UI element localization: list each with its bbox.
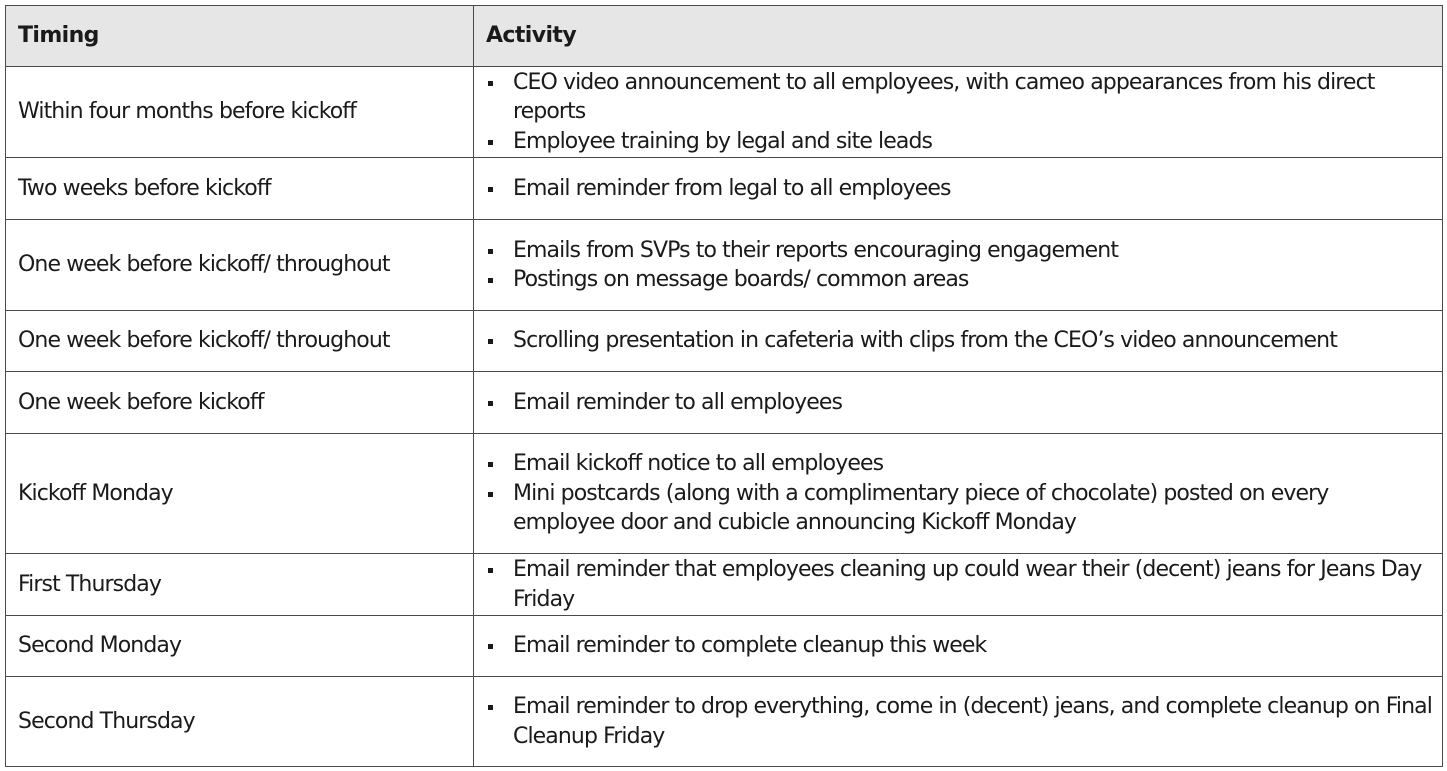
- activity-item: Email reminder to drop everything, come in (decent) jeans, and complete cleanup on Final Cleanup Friday: [486, 692, 1432, 751]
- activity-item: Email reminder that employees cleaning up could wear their (decent) jeans for Jeans Day Friday: [486, 555, 1432, 614]
- timing-cell: One week before kickoff/ throughout: [6, 220, 474, 311]
- activity-list: [486, 692, 1432, 751]
- activity-cell: [474, 372, 1443, 434]
- activity-item: Email reminder from legal to all employees: [486, 174, 1432, 204]
- table-row: [6, 554, 1443, 616]
- activity-item: Emails from SVPs to their reports encouraging engagement: [486, 236, 1432, 266]
- table-row: [6, 677, 1443, 767]
- timing-cell: One week before kickoff: [6, 372, 474, 434]
- table-row: [6, 434, 1443, 554]
- activity-item: Postings on message boards/ common areas: [486, 265, 1432, 295]
- timing-cell: Two weeks before kickoff: [6, 158, 474, 220]
- activity-list: [486, 174, 1432, 204]
- table-row: [6, 616, 1443, 677]
- timing-cell: Second Monday: [6, 616, 474, 677]
- table-row: [6, 67, 1443, 158]
- activity-item: Employee training by legal and site leads: [486, 127, 1432, 157]
- table-row: [6, 158, 1443, 220]
- timing-column-header: Timing: [6, 6, 474, 67]
- activity-column-header: Activity: [474, 6, 1443, 67]
- timing-cell: One week before kickoff/ throughout: [6, 311, 474, 372]
- activity-cell: [474, 311, 1443, 372]
- activity-list: [486, 236, 1432, 295]
- activity-list: [486, 555, 1432, 614]
- activity-item: Email reminder to complete cleanup this week: [486, 631, 1432, 661]
- activity-cell: [474, 158, 1443, 220]
- table-row: [6, 372, 1443, 434]
- activity-item: Mini postcards (along with a complimentary piece of chocolate) posted on every employee door and cubicle announcing Kickoff Monday: [486, 479, 1432, 538]
- activity-item: Scrolling presentation in cafeteria with clips from the CEO’s video announcement: [486, 326, 1432, 356]
- header-row: [6, 6, 1443, 67]
- activity-cell: [474, 677, 1443, 767]
- timing-cell: Within four months before kickoff: [6, 67, 474, 158]
- timing-cell: Kickoff Monday: [6, 434, 474, 554]
- activity-list: [486, 68, 1432, 157]
- activity-item: Email reminder to all employees: [486, 388, 1432, 418]
- timing-cell: Second Thursday: [6, 677, 474, 767]
- activity-list: [486, 326, 1432, 356]
- activity-item: Email kickoff notice to all employees: [486, 449, 1432, 479]
- timing-cell: First Thursday: [6, 554, 474, 616]
- schedule-table: [5, 5, 1443, 767]
- table-row: [6, 220, 1443, 311]
- activity-list: [486, 388, 1432, 418]
- activity-cell: [474, 67, 1443, 158]
- activity-item: CEO video announcement to all employees, with cameo appearances from his direct reports: [486, 68, 1432, 127]
- activity-list: [486, 631, 1432, 661]
- activity-cell: [474, 616, 1443, 677]
- table-row: [6, 311, 1443, 372]
- activity-list: [486, 449, 1432, 538]
- activity-cell: [474, 220, 1443, 311]
- activity-cell: [474, 554, 1443, 616]
- activity-cell: [474, 434, 1443, 554]
